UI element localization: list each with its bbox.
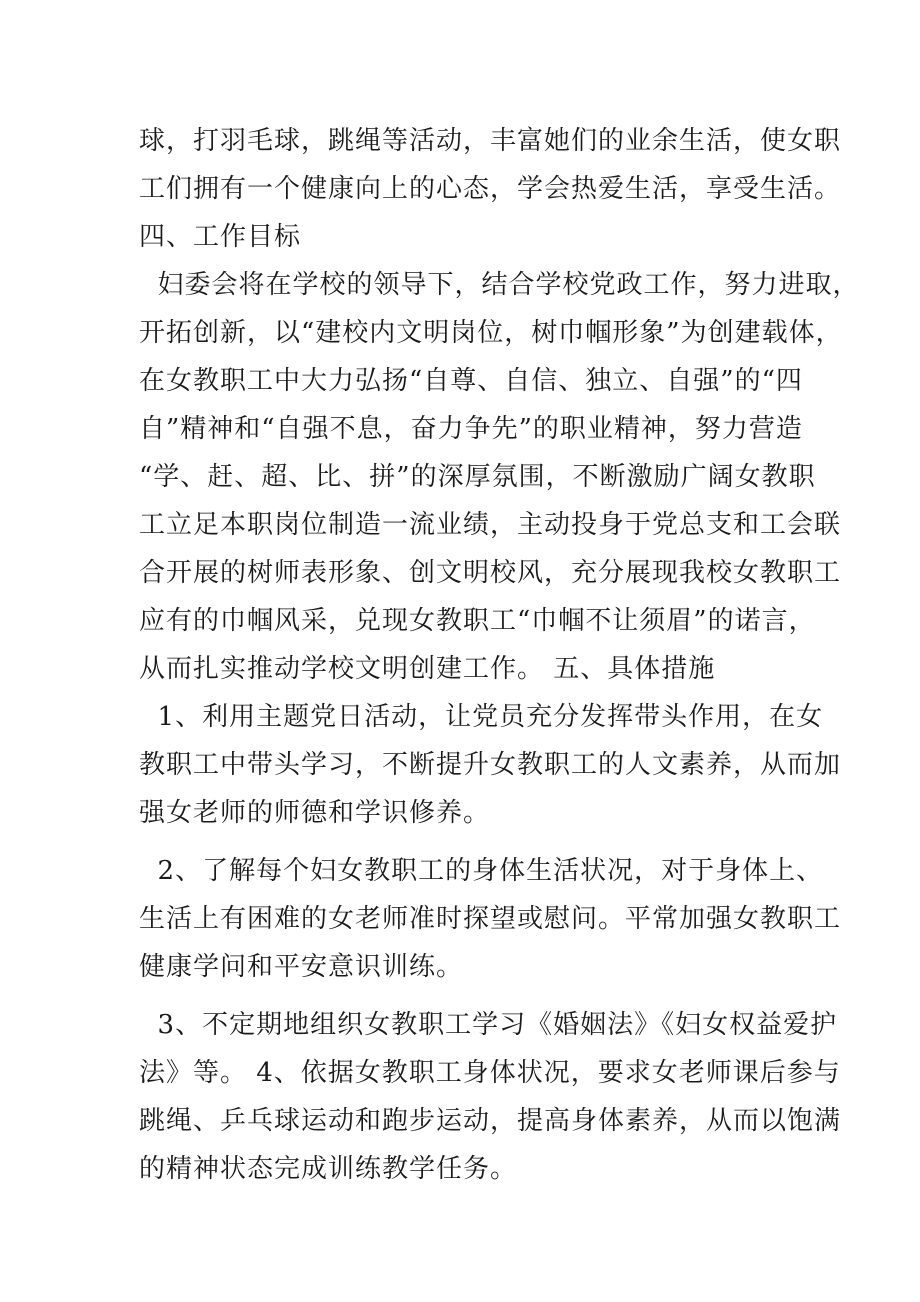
text-line: 法》等。 4、依据女教职工身体状况，要求女老师课后参与 (139, 1058, 841, 1088)
text-line: 合开展的树师表形象、创文明校风，充分展现我校女教职工 (139, 558, 842, 588)
text-line: 健康学问和平安意识训练。 (139, 952, 464, 982)
text-line: 1、利用主题党日活动，让党员充分发挥带头作用，在女 (139, 702, 824, 732)
text-line: 在女教职工中大力弘扬“自尊、自信、独立、自强”的“四 (139, 366, 803, 396)
text-line: “学、赶、超、比、拼”的深厚氛围，不断激励广阔女教职 (139, 462, 816, 492)
document-body (139, 117, 860, 1193)
text-line: 工立足本职岗位制造一流业绩，主动投身于党总支和工会联 (139, 510, 842, 540)
text-line: 3、不定期地组织女教职工学习《婚姻法》《妇女权益爱护 (139, 1010, 838, 1040)
text-line: 自”精神和“自强不息，奋力争先”的职业精神，努力营造 (139, 414, 803, 444)
paragraph-gap (139, 837, 819, 847)
text-line: 应有的巾帼风采，兑现女教职工“巾帼不让须眉”的诺言， (139, 606, 816, 636)
text-line: 2、了解每个妇女教职工的身体生活状况，对于身体上、 (139, 856, 824, 886)
text-line: 跳绳、乒乓球运动和跑步运动，提高身体素养，从而以饱满 (139, 1106, 842, 1136)
text-line: 教职工中带头学习，不断提升女教职工的人文素养，从而加 (139, 750, 842, 780)
text-line: 的精神状态完成训练教学任务。 (139, 1154, 518, 1184)
text-line: 球，打羽毛球，跳绳等活动，丰富她们的业余生活，使女职 (139, 126, 842, 156)
text-line: 从而扎实推动学校文明创建工作。 五、具体措施 (139, 654, 716, 684)
paragraph-gap (139, 991, 819, 1001)
section-heading: 四、工作目标 (139, 222, 302, 252)
text-line: 强女老师的师德和学识修养。 (139, 798, 491, 828)
text-line: 工们拥有一个健康向上的心态，学会热爱生活，享受生活。 (139, 174, 842, 204)
text-line: 开拓创新，以“建校内文明岗位，树巾帼形象”为创建载体， (139, 318, 843, 348)
text-line: 妇委会将在学校的领导下，结合学校党政工作，努力进取， (139, 270, 860, 300)
text-line: 生活上有困难的女老师准时探望或慰问。平常加强女教职工 (139, 904, 842, 934)
